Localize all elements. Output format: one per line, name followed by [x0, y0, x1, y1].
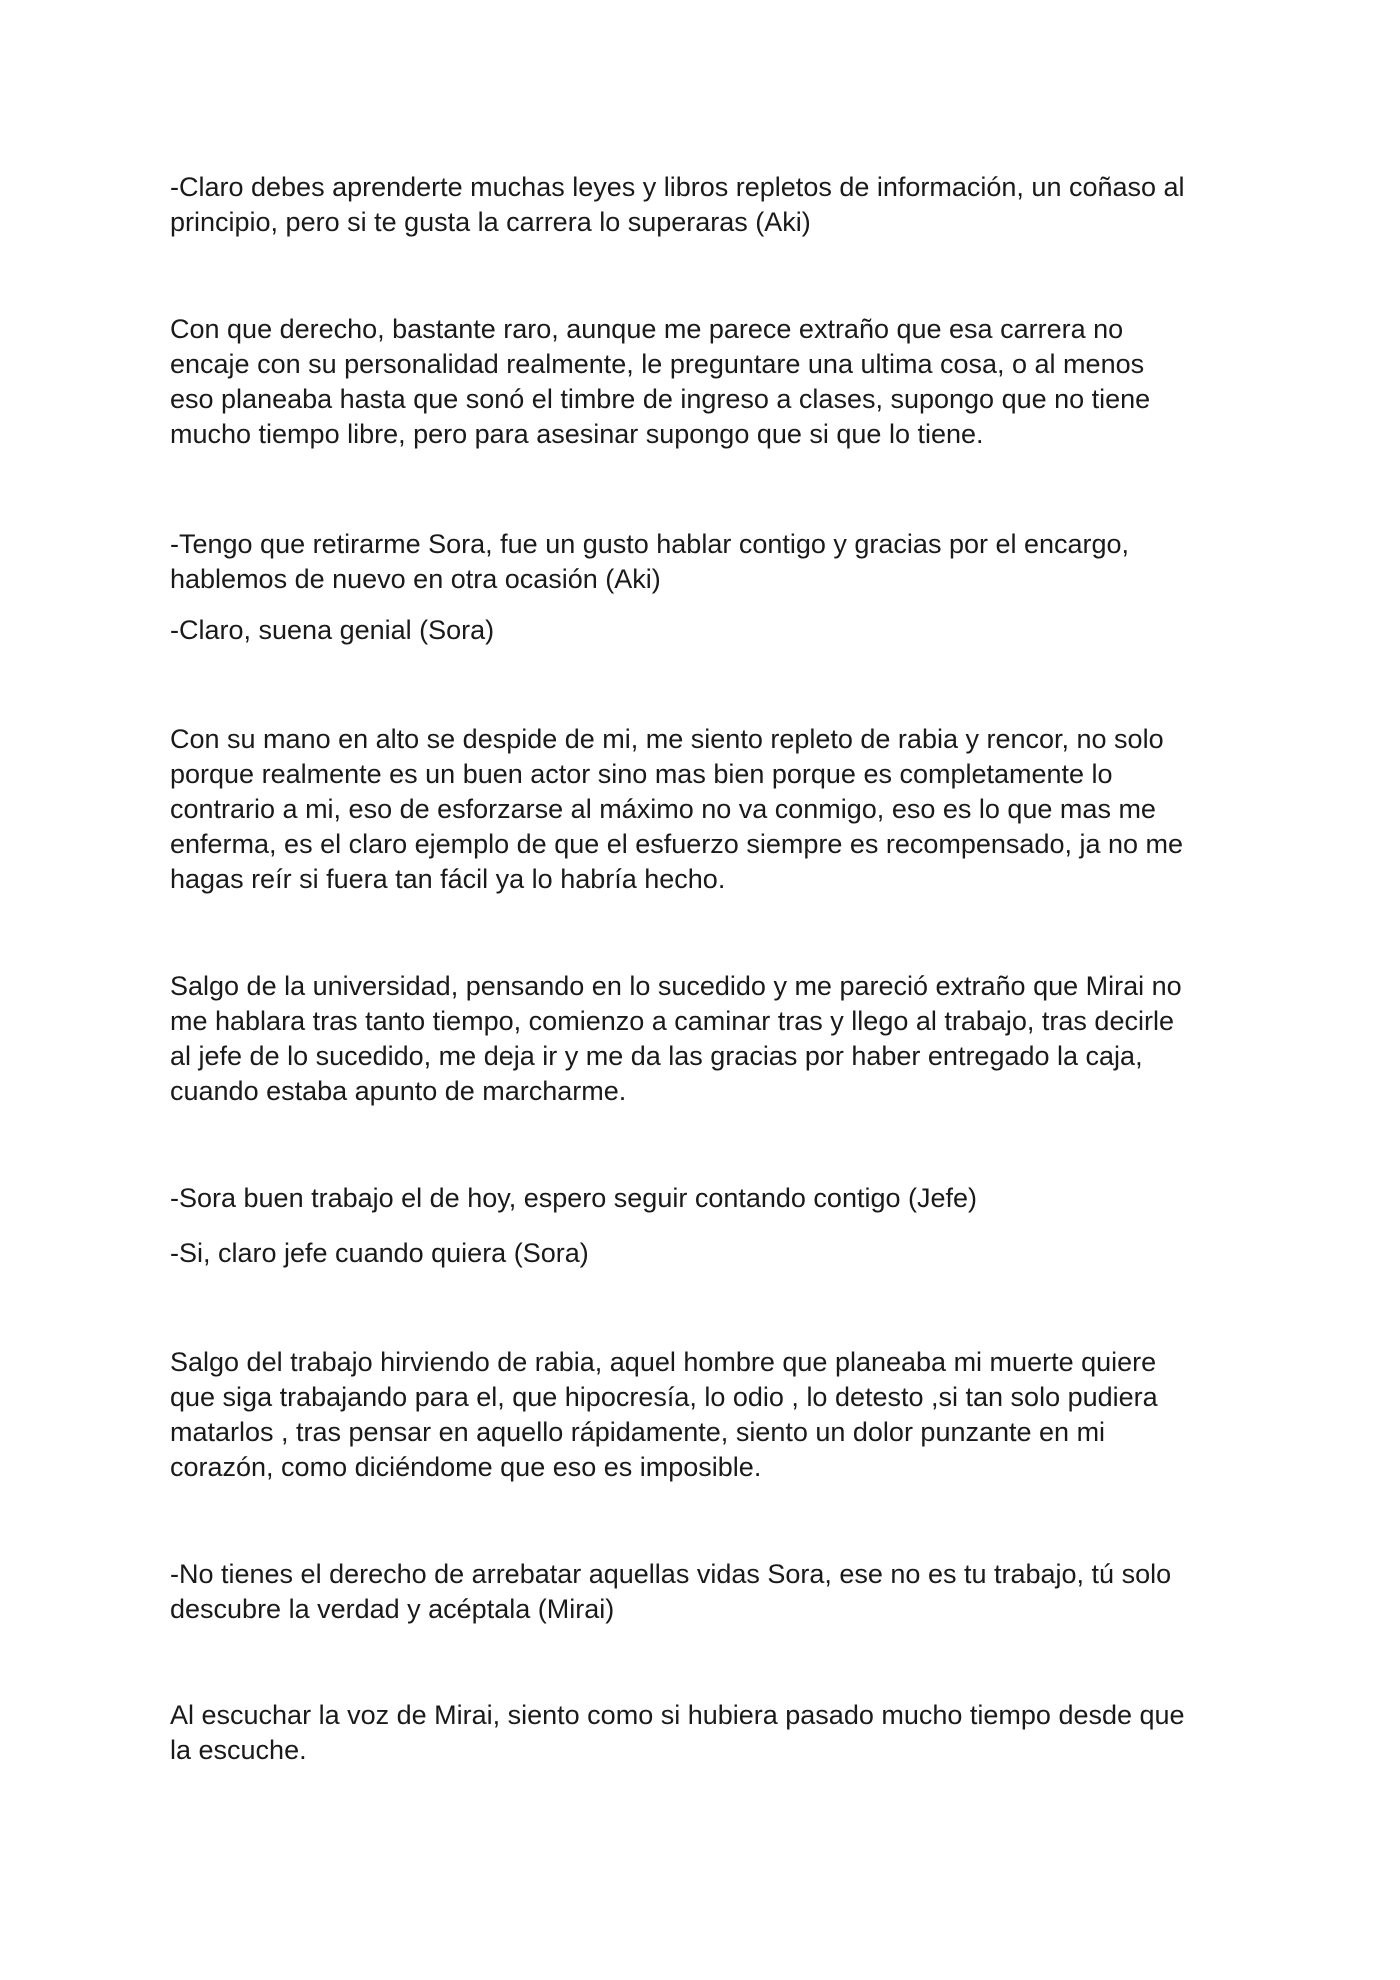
text-line: Al escuchar la voz de Mirai, siento como si hubiera pasado mucho tiempo desde que: [170, 1700, 1185, 1730]
text-line: encaje con su personalidad realmente, le preguntare una ultima cosa, o al menos: [170, 349, 1145, 379]
paragraph-narration-1: [170, 312, 1260, 452]
text-line: -Claro, suena genial (Sora): [170, 615, 495, 645]
paragraph-sora-dialogue-2: [170, 1236, 1260, 1271]
text-line: cuando estaba apunto de marcharme.: [170, 1076, 627, 1106]
paragraph-aki-dialogue-2: [170, 527, 1260, 597]
text-line: Salgo del trabajo hirviendo de rabia, aquel hombre que planeaba mi muerte quiere: [170, 1347, 1157, 1377]
text-line: Con que derecho, bastante raro, aunque me parece extraño que esa carrera no: [170, 314, 1124, 344]
text-line: descubre la verdad y acéptala (Mirai): [170, 1594, 615, 1624]
text-line: la escuche.: [170, 1735, 307, 1765]
text-line: hagas reír si fuera tan fácil ya lo habría hecho.: [170, 864, 726, 894]
text-line: contrario a mi, eso de esforzarse al máximo no va conmigo, eso es lo que mas me: [170, 794, 1156, 824]
paragraph-jefe-dialogue: [170, 1181, 1260, 1216]
text-line: enferma, es el claro ejemplo de que el esfuerzo siempre es recompensado, ja no me: [170, 829, 1184, 859]
text-line: -Si, claro jefe cuando quiera (Sora): [170, 1238, 589, 1268]
text-line: -Tengo que retirarme Sora, fue un gusto hablar contigo y gracias por el encargo,: [170, 529, 1130, 559]
paragraph-mirai-dialogue: [170, 1557, 1260, 1627]
paragraph-narration-5: [170, 1698, 1260, 1768]
text-line: principio, pero si te gusta la carrera lo superaras (Aki): [170, 207, 811, 237]
text-line: que siga trabajando para el, que hipocresía, lo odio , lo detesto ,si tan solo pudiera: [170, 1382, 1158, 1412]
text-line: hablemos de nuevo en otra ocasión (Aki): [170, 564, 661, 594]
paragraph-narration-4: [170, 1345, 1260, 1485]
text-line: porque realmente es un buen actor sino mas bien porque es completamente lo: [170, 759, 1113, 789]
text-line: -Claro debes aprenderte muchas leyes y libros repletos de información, un coñaso al: [170, 172, 1185, 202]
text-line: -No tienes el derecho de arrebatar aquellas vidas Sora, ese no es tu trabajo, tú solo: [170, 1559, 1172, 1589]
paragraph-sora-dialogue-1: [170, 613, 1260, 648]
text-line: -Sora buen trabajo el de hoy, espero seguir contando contigo (Jefe): [170, 1183, 978, 1213]
text-line: eso planeaba hasta que sonó el timbre de ingreso a clases, supongo que no tiene: [170, 384, 1151, 414]
text-line: me hablara tras tanto tiempo, comienzo a caminar tras y llego al trabajo, tras decirle: [170, 1006, 1174, 1036]
paragraph-narration-3: [170, 969, 1260, 1109]
text-line: al jefe de lo sucedido, me deja ir y me da las gracias por haber entregado la caja,: [170, 1041, 1143, 1071]
text-line: corazón, como diciéndome que eso es imposible.: [170, 1452, 762, 1482]
text-line: Salgo de la universidad, pensando en lo sucedido y me pareció extraño que Mirai no: [170, 971, 1182, 1001]
paragraph-aki-dialogue-1: [170, 170, 1260, 240]
text-line: Con su mano en alto se despide de mi, me siento repleto de rabia y rencor, no solo: [170, 724, 1164, 754]
paragraph-narration-2: [170, 722, 1260, 897]
text-line: matarlos , tras pensar en aquello rápidamente, siento un dolor punzante en mi: [170, 1417, 1106, 1447]
text-line: mucho tiempo libre, pero para asesinar supongo que si que lo tiene.: [170, 419, 984, 449]
